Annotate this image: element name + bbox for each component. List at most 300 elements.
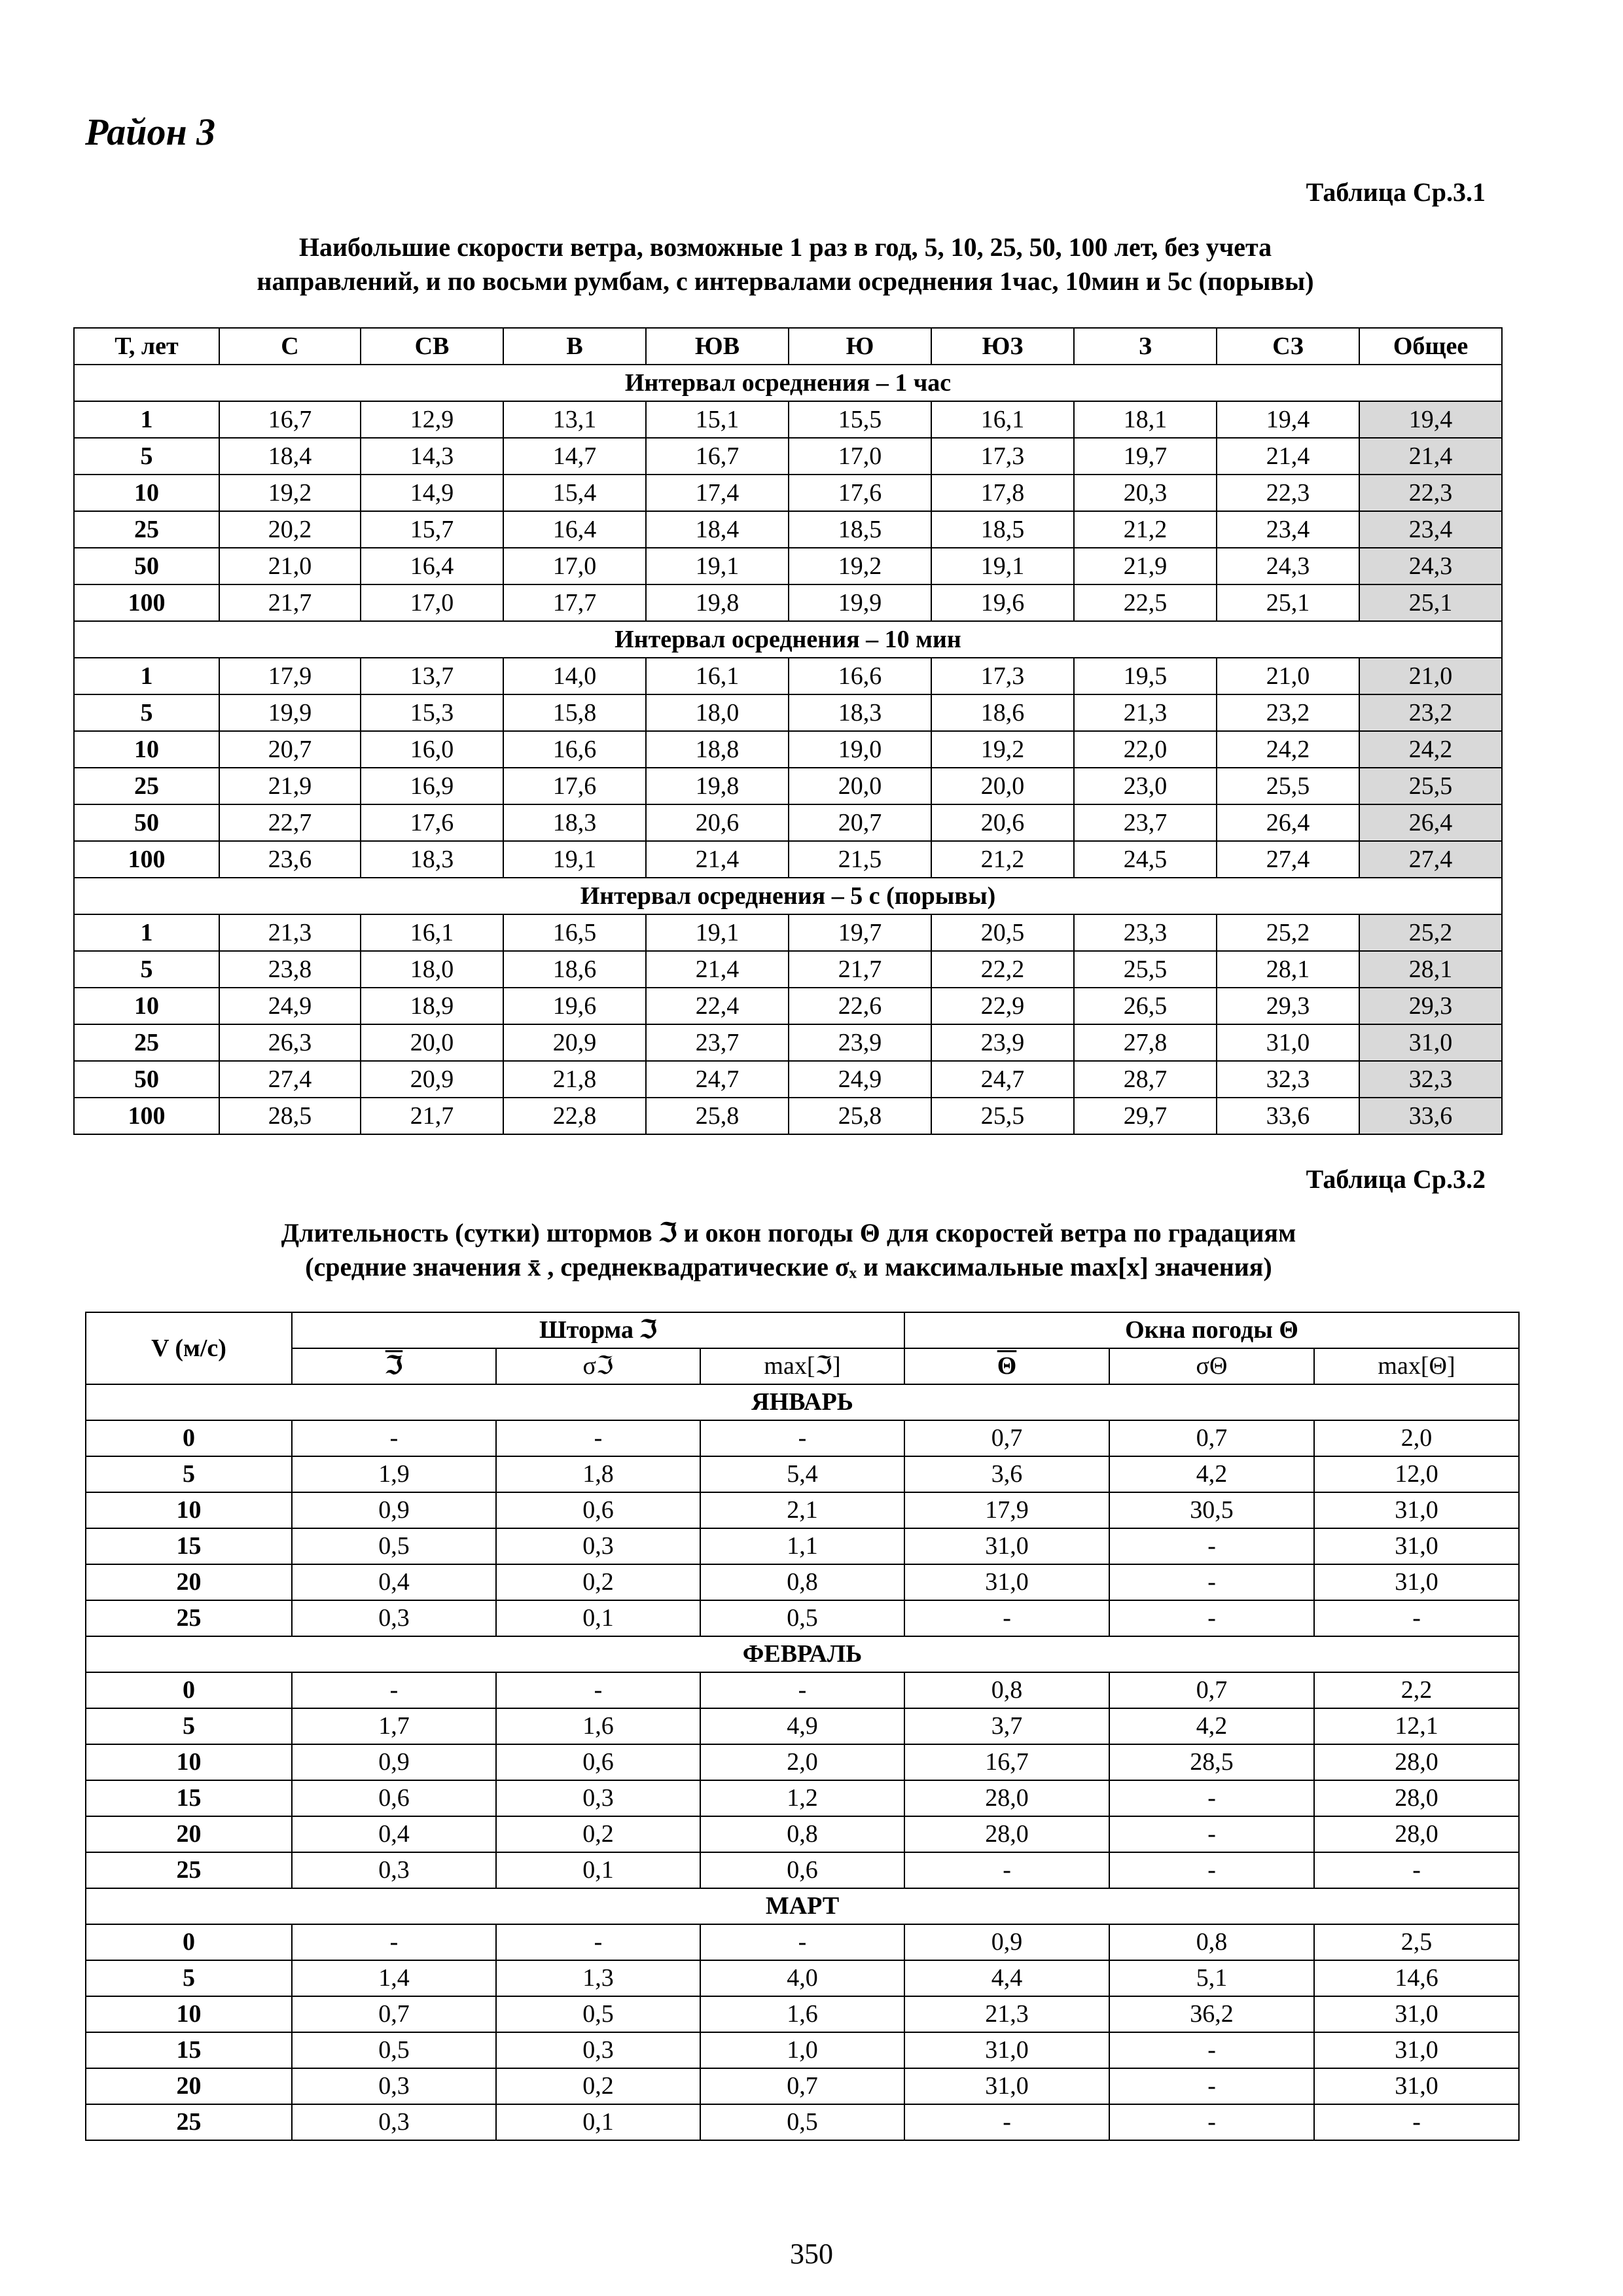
value-cell: 19,7 — [789, 914, 931, 951]
value-cell: 21,3 — [1074, 694, 1217, 731]
table-row — [86, 1420, 1519, 1456]
value-cell: 0,1 — [496, 2104, 700, 2140]
value-cell: 15,4 — [503, 475, 646, 511]
value-cell: 17,4 — [646, 475, 789, 511]
value-cell: 17,6 — [503, 768, 646, 804]
value-cell: - — [700, 1420, 904, 1456]
value-cell: 31,0 — [1314, 1528, 1519, 1564]
speed-cell: 5 — [86, 1456, 292, 1492]
value-cell: 0,9 — [292, 1744, 496, 1780]
value-cell: 0,7 — [292, 1996, 496, 2032]
value-cell: 14,9 — [361, 475, 503, 511]
period-cell: 50 — [74, 1061, 219, 1098]
value-cell: 22,8 — [503, 1098, 646, 1134]
value-cell: 21,8 — [503, 1061, 646, 1098]
table1-header-6: ЮЗ — [931, 328, 1074, 365]
table-row — [74, 951, 1502, 988]
value-cell: 2,1 — [700, 1492, 904, 1528]
value-cell: 0,4 — [292, 1564, 496, 1600]
value-cell: 16,7 — [646, 438, 789, 475]
value-cell: 31,0 — [1314, 1492, 1519, 1528]
value-cell: 17,8 — [931, 475, 1074, 511]
value-cell: 17,0 — [789, 438, 931, 475]
value-cell: 3,6 — [904, 1456, 1109, 1492]
value-cell: 15,7 — [361, 511, 503, 548]
table-row — [74, 841, 1502, 878]
value-cell: 12,9 — [361, 401, 503, 438]
value-cell: 22,6 — [789, 988, 931, 1024]
value-cell: 25,5 — [1359, 768, 1502, 804]
value-cell: 0,3 — [496, 1528, 700, 1564]
value-cell: 16,4 — [361, 548, 503, 584]
value-cell: 22,7 — [219, 804, 361, 841]
period-cell: 1 — [74, 658, 219, 694]
table1-section-title: Интервал осреднения – 5 с (порывы) — [74, 878, 1502, 914]
value-cell: - — [1109, 2032, 1314, 2068]
value-cell: 16,0 — [361, 731, 503, 768]
value-cell: - — [700, 1924, 904, 1960]
value-cell: 18,3 — [789, 694, 931, 731]
value-cell: - — [1109, 1564, 1314, 1600]
value-cell: 1,4 — [292, 1960, 496, 1996]
value-cell: 25,5 — [1217, 768, 1359, 804]
value-cell: 20,5 — [931, 914, 1074, 951]
table2-title-line2: (средние значения x̄ , среднеквадратические σₓ и максимальные max[x] значения) — [305, 1252, 1272, 1282]
value-cell: 0,3 — [292, 2104, 496, 2140]
value-cell: 24,9 — [789, 1061, 931, 1098]
value-cell: 31,0 — [904, 2068, 1109, 2104]
value-cell: 23,0 — [1074, 768, 1217, 804]
value-cell: 19,8 — [646, 768, 789, 804]
value-cell: 18,6 — [931, 694, 1074, 731]
value-cell: 17,0 — [361, 584, 503, 621]
table-row — [86, 1960, 1519, 1996]
value-cell: 16,6 — [789, 658, 931, 694]
period-cell: 10 — [74, 475, 219, 511]
value-cell: 0,5 — [292, 1528, 496, 1564]
table-row — [74, 548, 1502, 584]
value-cell: - — [1109, 1780, 1314, 1816]
value-cell: 24,3 — [1359, 548, 1502, 584]
value-cell: 0,6 — [700, 1852, 904, 1888]
value-cell: - — [496, 1672, 700, 1708]
speed-cell: 0 — [86, 1924, 292, 1960]
value-cell: 33,6 — [1217, 1098, 1359, 1134]
value-cell: 31,0 — [904, 1528, 1109, 1564]
value-cell: - — [1109, 1852, 1314, 1888]
storm-max-header: max[ℑ] — [700, 1348, 904, 1384]
value-cell: - — [1109, 2068, 1314, 2104]
value-cell: 28,1 — [1359, 951, 1502, 988]
value-cell: - — [292, 1924, 496, 1960]
value-cell: 28,5 — [219, 1098, 361, 1134]
value-cell: 31,0 — [1359, 1024, 1502, 1061]
value-cell: 19,6 — [503, 988, 646, 1024]
value-cell: 25,1 — [1359, 584, 1502, 621]
value-cell: 25,5 — [1074, 951, 1217, 988]
value-cell: 16,7 — [904, 1744, 1109, 1780]
value-cell: 25,2 — [1217, 914, 1359, 951]
value-cell: 21,4 — [646, 951, 789, 988]
value-cell: 18,0 — [646, 694, 789, 731]
value-cell: 0,7 — [904, 1420, 1109, 1456]
speed-cell: 20 — [86, 1564, 292, 1600]
table-row — [74, 438, 1502, 475]
value-cell: - — [1314, 1852, 1519, 1888]
value-cell: 27,4 — [219, 1061, 361, 1098]
value-cell: 28,0 — [1314, 1780, 1519, 1816]
value-cell: 18,4 — [646, 511, 789, 548]
period-cell: 50 — [74, 804, 219, 841]
speed-cell: 15 — [86, 2032, 292, 2068]
table-row — [86, 1744, 1519, 1780]
speed-cell: 0 — [86, 1420, 292, 1456]
table1-header-7: З — [1074, 328, 1217, 365]
value-cell: - — [904, 2104, 1109, 2140]
speed-cell: 10 — [86, 1996, 292, 2032]
value-cell: 24,7 — [931, 1061, 1074, 1098]
table2-label: Таблица Ср.3.2 — [1306, 1164, 1486, 1194]
month-title: ЯНВАРЬ — [86, 1384, 1519, 1420]
value-cell: 22,2 — [931, 951, 1074, 988]
value-cell: 24,2 — [1359, 731, 1502, 768]
value-cell: 19,6 — [931, 584, 1074, 621]
table1-header-1: С — [219, 328, 361, 365]
value-cell: 26,3 — [219, 1024, 361, 1061]
value-cell: 19,2 — [219, 475, 361, 511]
value-cell: 31,0 — [904, 2032, 1109, 2068]
period-cell: 1 — [74, 914, 219, 951]
value-cell: 33,6 — [1359, 1098, 1502, 1134]
table-row — [86, 1492, 1519, 1528]
value-cell: 0,1 — [496, 1600, 700, 1636]
value-cell: 18,5 — [789, 511, 931, 548]
value-cell: 23,9 — [789, 1024, 931, 1061]
storm-duration-table — [85, 1312, 1520, 2141]
value-cell: 0,7 — [1109, 1672, 1314, 1708]
value-cell: 29,7 — [1074, 1098, 1217, 1134]
value-cell: 0,6 — [496, 1492, 700, 1528]
value-cell: 31,0 — [1217, 1024, 1359, 1061]
value-cell: 20,6 — [646, 804, 789, 841]
value-cell: - — [496, 1924, 700, 1960]
value-cell: 23,2 — [1359, 694, 1502, 731]
speed-cell: 10 — [86, 1744, 292, 1780]
table-row — [86, 1924, 1519, 1960]
value-cell: 24,7 — [646, 1061, 789, 1098]
speed-cell: 15 — [86, 1528, 292, 1564]
value-cell: 18,0 — [361, 951, 503, 988]
value-cell: 1,6 — [700, 1996, 904, 2032]
value-cell: 27,8 — [1074, 1024, 1217, 1061]
value-cell: 0,1 — [496, 1852, 700, 1888]
value-cell: - — [292, 1420, 496, 1456]
table-row — [74, 584, 1502, 621]
value-cell: 17,9 — [219, 658, 361, 694]
value-cell: - — [1109, 1816, 1314, 1852]
value-cell: 19,1 — [931, 548, 1074, 584]
value-cell: 19,4 — [1217, 401, 1359, 438]
value-cell: 21,7 — [219, 584, 361, 621]
period-cell: 1 — [74, 401, 219, 438]
value-cell: 31,0 — [1314, 2068, 1519, 2104]
value-cell: 26,5 — [1074, 988, 1217, 1024]
value-cell: 2,0 — [700, 1744, 904, 1780]
value-cell: 20,2 — [219, 511, 361, 548]
value-cell: 17,3 — [931, 438, 1074, 475]
period-cell: 10 — [74, 988, 219, 1024]
value-cell: 0,8 — [904, 1672, 1109, 1708]
period-cell: 5 — [74, 694, 219, 731]
table1-header-5: Ю — [789, 328, 931, 365]
value-cell: 31,0 — [904, 1564, 1109, 1600]
value-cell: 1,8 — [496, 1456, 700, 1492]
speed-cell: 10 — [86, 1492, 292, 1528]
period-cell: 25 — [74, 511, 219, 548]
value-cell: - — [1109, 1528, 1314, 1564]
value-cell: 19,1 — [646, 548, 789, 584]
value-cell: 0,3 — [496, 1780, 700, 1816]
value-cell: 18,6 — [503, 951, 646, 988]
value-cell: 23,7 — [646, 1024, 789, 1061]
value-cell: 20,0 — [931, 768, 1074, 804]
table-row — [86, 1456, 1519, 1492]
speed-cell: 5 — [86, 1960, 292, 1996]
value-cell: 17,9 — [904, 1492, 1109, 1528]
value-cell: 24,9 — [219, 988, 361, 1024]
value-cell: 23,9 — [931, 1024, 1074, 1061]
period-cell: 100 — [74, 841, 219, 878]
value-cell: 24,5 — [1074, 841, 1217, 878]
table1-title-line2: направлений, и по восьми румбам, с интервалами осреднения 1час, 10мин и 5с (порывы) — [257, 266, 1314, 296]
value-cell: 15,5 — [789, 401, 931, 438]
value-cell: 19,4 — [1359, 401, 1502, 438]
value-cell: 20,3 — [1074, 475, 1217, 511]
value-cell: 16,6 — [503, 731, 646, 768]
table1-header-4: ЮВ — [646, 328, 789, 365]
value-cell: 23,2 — [1217, 694, 1359, 731]
value-cell: 25,1 — [1217, 584, 1359, 621]
period-cell: 25 — [74, 768, 219, 804]
value-cell: 4,4 — [904, 1960, 1109, 1996]
value-cell: 21,9 — [219, 768, 361, 804]
value-cell: 12,1 — [1314, 1708, 1519, 1744]
table1-title — [72, 230, 1499, 298]
value-cell: 20,9 — [503, 1024, 646, 1061]
value-cell: 17,3 — [931, 658, 1074, 694]
value-cell: 25,5 — [931, 1098, 1074, 1134]
value-cell: 24,3 — [1217, 548, 1359, 584]
value-cell: 18,5 — [931, 511, 1074, 548]
value-cell: 31,0 — [1314, 1564, 1519, 1600]
value-cell: 5,1 — [1109, 1960, 1314, 1996]
table-row — [86, 2104, 1519, 2140]
value-cell: 1,7 — [292, 1708, 496, 1744]
value-cell: 21,4 — [1359, 438, 1502, 475]
period-cell: 50 — [74, 548, 219, 584]
windows-group-header: Окна погоды Θ — [904, 1312, 1519, 1348]
value-cell: 17,7 — [503, 584, 646, 621]
value-cell: 16,1 — [361, 914, 503, 951]
value-cell: 19,8 — [646, 584, 789, 621]
value-cell: 21,3 — [219, 914, 361, 951]
value-cell: 0,9 — [292, 1492, 496, 1528]
value-cell: 18,9 — [361, 988, 503, 1024]
period-cell: 5 — [74, 438, 219, 475]
value-cell: 27,4 — [1217, 841, 1359, 878]
table-row — [86, 1780, 1519, 1816]
value-cell: 15,1 — [646, 401, 789, 438]
value-cell: 12,0 — [1314, 1456, 1519, 1492]
value-cell: 19,0 — [789, 731, 931, 768]
table2-title-line1: Длительность (сутки) штормов ℑ и окон погоды Θ для скоростей ветра по градациям — [281, 1218, 1296, 1247]
value-cell: 16,4 — [503, 511, 646, 548]
storm-sigma-header: σℑ — [496, 1348, 700, 1384]
value-cell: 21,5 — [789, 841, 931, 878]
table-row — [86, 1600, 1519, 1636]
speed-cell: 25 — [86, 1852, 292, 1888]
value-cell: 4,2 — [1109, 1708, 1314, 1744]
value-cell: 14,0 — [503, 658, 646, 694]
value-cell: 18,8 — [646, 731, 789, 768]
value-cell: - — [292, 1672, 496, 1708]
value-cell: 1,6 — [496, 1708, 700, 1744]
value-cell: - — [700, 1672, 904, 1708]
value-cell: 19,5 — [1074, 658, 1217, 694]
value-cell: 23,4 — [1217, 511, 1359, 548]
value-cell: 15,8 — [503, 694, 646, 731]
page-number: 350 — [790, 2238, 833, 2270]
value-cell: - — [1314, 2104, 1519, 2140]
value-cell: 15,3 — [361, 694, 503, 731]
table1-title-line1: Наибольшие скорости ветра, возможные 1 раз в год, 5, 10, 25, 50, 100 лет, без учета — [298, 232, 1272, 262]
value-cell: 13,1 — [503, 401, 646, 438]
table-row — [86, 1564, 1519, 1600]
value-cell: 20,0 — [361, 1024, 503, 1061]
period-cell: 100 — [74, 584, 219, 621]
value-cell: 21,4 — [1217, 438, 1359, 475]
speed-cell: 15 — [86, 1780, 292, 1816]
value-cell: 20,9 — [361, 1061, 503, 1098]
value-cell: 21,0 — [1217, 658, 1359, 694]
value-cell: 1,1 — [700, 1528, 904, 1564]
value-cell: 13,7 — [361, 658, 503, 694]
speed-cell: 25 — [86, 1600, 292, 1636]
value-cell: 23,6 — [219, 841, 361, 878]
table2-title — [79, 1216, 1499, 1284]
value-cell: 16,7 — [219, 401, 361, 438]
value-cell: 21,2 — [1074, 511, 1217, 548]
value-cell: 19,2 — [931, 731, 1074, 768]
value-cell: 31,0 — [1314, 1996, 1519, 2032]
value-cell: 21,4 — [646, 841, 789, 878]
value-cell: 3,7 — [904, 1708, 1109, 1744]
value-cell: 4,2 — [1109, 1456, 1314, 1492]
value-cell: 16,1 — [931, 401, 1074, 438]
value-cell: 23,8 — [219, 951, 361, 988]
value-cell: 0,3 — [292, 1852, 496, 1888]
value-cell: 5,4 — [700, 1456, 904, 1492]
value-cell: 0,3 — [292, 2068, 496, 2104]
value-cell: 0,2 — [496, 1564, 700, 1600]
value-cell: 0,7 — [1109, 1420, 1314, 1456]
value-cell: 16,9 — [361, 768, 503, 804]
value-cell: 25,8 — [646, 1098, 789, 1134]
value-cell: 30,5 — [1109, 1492, 1314, 1528]
value-cell: 27,4 — [1359, 841, 1502, 878]
region-title: Район 3 — [85, 111, 216, 153]
value-cell: 20,7 — [789, 804, 931, 841]
table-row — [74, 475, 1502, 511]
value-cell: 20,7 — [219, 731, 361, 768]
value-cell: 22,4 — [646, 988, 789, 1024]
table-row — [74, 914, 1502, 951]
table1-section-title: Интервал осреднения – 1 час — [74, 365, 1502, 401]
value-cell: 0,5 — [700, 1600, 904, 1636]
table-row — [86, 1996, 1519, 2032]
value-cell: - — [904, 1852, 1109, 1888]
value-cell: 19,7 — [1074, 438, 1217, 475]
value-cell: 0,5 — [700, 2104, 904, 2140]
value-cell: 21,9 — [1074, 548, 1217, 584]
speed-cell: 0 — [86, 1672, 292, 1708]
value-cell: 23,3 — [1074, 914, 1217, 951]
value-cell: 28,1 — [1217, 951, 1359, 988]
table-row — [74, 658, 1502, 694]
value-cell: 29,3 — [1359, 988, 1502, 1024]
window-mean-header: $\overline{\Theta}$ — [904, 1348, 1109, 1384]
table1-section-title: Интервал осреднения – 10 мин — [74, 621, 1502, 658]
table-row — [86, 1708, 1519, 1744]
table-row — [86, 1852, 1519, 1888]
value-cell: 4,0 — [700, 1960, 904, 1996]
period-cell: 5 — [74, 951, 219, 988]
value-cell: 0,8 — [1109, 1924, 1314, 1960]
value-cell: 21,7 — [789, 951, 931, 988]
value-cell: 28,0 — [904, 1816, 1109, 1852]
value-cell: 0,8 — [700, 1816, 904, 1852]
value-cell: 19,9 — [219, 694, 361, 731]
value-cell: 19,1 — [503, 841, 646, 878]
value-cell: 0,9 — [904, 1924, 1109, 1960]
table-row — [86, 1672, 1519, 1708]
value-cell: - — [1314, 1600, 1519, 1636]
table-row — [74, 511, 1502, 548]
value-cell: 22,9 — [931, 988, 1074, 1024]
table1-header-8: СЗ — [1217, 328, 1359, 365]
value-cell: 2,0 — [1314, 1420, 1519, 1456]
value-cell: - — [904, 1600, 1109, 1636]
table1-header-2: СВ — [361, 328, 503, 365]
value-cell: 28,0 — [904, 1780, 1109, 1816]
value-cell: 0,8 — [700, 1564, 904, 1600]
value-cell: 21,3 — [904, 1996, 1109, 2032]
table-row — [74, 804, 1502, 841]
window-max-header: max[Θ] — [1314, 1348, 1519, 1384]
value-cell: 14,3 — [361, 438, 503, 475]
speed-cell: 25 — [86, 2104, 292, 2140]
period-cell: 25 — [74, 1024, 219, 1061]
col-v-header: V (м/с) — [86, 1312, 292, 1384]
value-cell: - — [496, 1420, 700, 1456]
value-cell: 4,9 — [700, 1708, 904, 1744]
value-cell: 0,3 — [292, 1600, 496, 1636]
value-cell: 1,0 — [700, 2032, 904, 2068]
value-cell: 1,3 — [496, 1960, 700, 1996]
value-cell: 22,3 — [1359, 475, 1502, 511]
value-cell: 28,0 — [1314, 1744, 1519, 1780]
value-cell: 31,0 — [1314, 2032, 1519, 2068]
